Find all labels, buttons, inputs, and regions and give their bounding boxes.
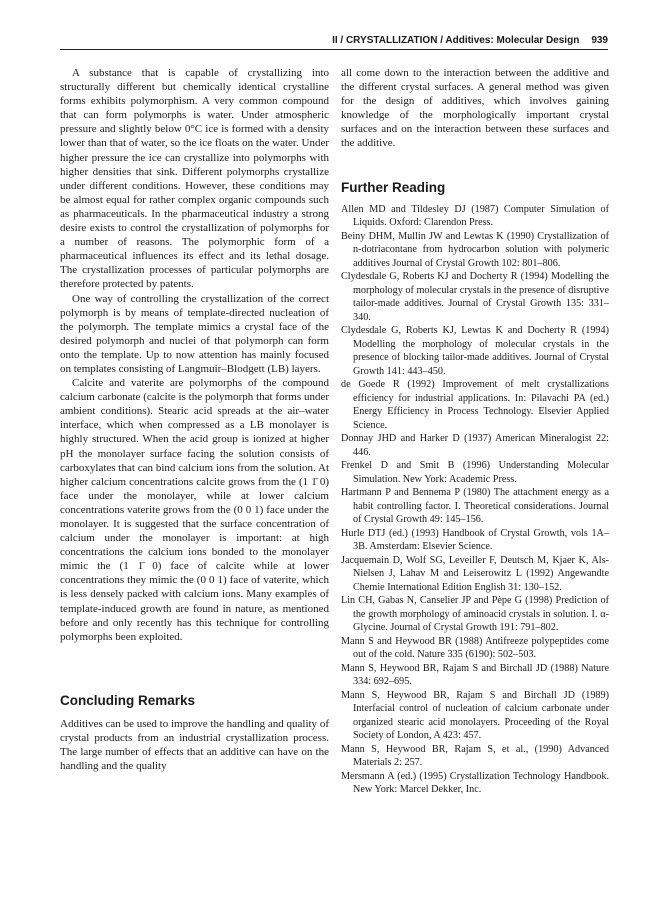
reference-item: Frenkel D and Smit B (1996) Understanding Molecular Simulation. New York: Academic Press.: [341, 460, 609, 485]
header-title: II / CRYSTALLIZATION / Additives: Molecular Design: [332, 35, 580, 46]
concluding-remarks-heading: Concluding Remarks: [60, 692, 196, 708]
reference-list: [341, 203, 609, 797]
reference-item: Mann S and Heywood BR (1988) Antifreeze polypeptides come out of the cold. Nature 335 (6190): 502–503.: [341, 635, 609, 661]
reference-item: Mersmann A (ed.) (1995) Crystallization Technology Handbook. New York: Marcel Dekker, Inc.: [341, 770, 609, 796]
reference-item: Mann S, Heywood BR, Rajam S and Birchall JD (1988) Nature 334: 692–695.: [341, 662, 609, 688]
further-reading-heading: Further Reading: [341, 179, 446, 195]
reference-item: Donnay JHD and Harker D (1937) American Mineralogist 22: 446.: [341, 433, 609, 458]
concluding-paragraph: Additives can be used to improve the handling and quality of crystal products from an industrial crystallization process. The large number of effects that an additive can have on the handling and the quality: [60, 717, 329, 773]
reference-item: Hurle DTJ (ed.) (1993) Handbook of Crystal Growth, vols 1A–3B. Amsterdam: Elsevier Science.: [341, 527, 609, 553]
reference-item: Clydesdale G, Roberts KJ, Lewtas K and Docherty R (1994) Modelling the morphology of molecular crystals in the presence of blocking tailor-made additives. Journal of Crystal Growth 141: 443–450.: [341, 325, 609, 377]
continuation-paragraph: all come down to the interaction between the additive and the different crystal surfaces. A general method was given for the design of additives, which involves gaining knowledge of the morphologically important crystal surfaces and on the interaction between these surfaces and the additive.: [341, 67, 609, 150]
reference-item: Allen MD and Tildesley DJ (1987) Computer Simulation of Liquids. Oxford: Clarendon Press.: [341, 203, 609, 229]
reference-item: Lin CH, Gabas N, Canselier JP and Pèpe G (1998) Prediction of the growth morphology of aminoacid crystals in solution. I. α-Glycine. Journal of Crystal Growth 191: 791–802.: [341, 595, 609, 634]
reference-item: Clydesdale G, Roberts KJ and Docherty R (1994) Modelling the morphology of molecular crystals in the presence of disruptive tailor-made additives. Journal of Crystal Growth 135: 331–340.: [341, 271, 609, 323]
reference-item: Beiny DHM, Mullin JW and Lewtas K (1990) Crystallization of n-dotriacontane from hydrocarbon solution with polymeric additives Journal of Crystal Growth 102: 801–806.: [341, 230, 609, 269]
body-paragraph: Calcite and vaterite are polymorphs of the compound calcium carbonate (calcite is the polymorph that forms under ambient conditions). Stearic acid spreads at the air–water interface, which when compressed as a LB monolayer is highly structured. When the acid group is ionized at higher pH the monolayer surface facing the solution consists of carboxylates that can bind calcium ions from the solution. At higher calcium concentrations calcite grows from the (1 1̄ 0) face under the monolayer, while at lower calcium concentrations vaterite grows from the (0 0 1) face under the monolayer. It is suggested that the surface concentration of calcium under the monolayer is important: at high concentrations the calcium ions bonded to the monolayer mimic the (1 1̄ 0) face of calcite while at lower concentrations they mimic the (0 0 1) face of vaterite, which is less densely packed with calcium ions. Many examples of template-induced growth are found in nature, as mentioned before and only recently has this technique for controlling polymorphs been exploited.: [60, 377, 329, 643]
body-paragraph: A substance that is capable of crystallizing into structurally different but chemically identical crystalline forms exhibits polymorphism. A very common compound that can form polymorphs is water. Under atmospheric pressure and slightly below 0°C ice is formed with a density lower than that of water, so the ice floats on the water. Under higher pressure the ice can crystallize into polymorphs with higher densities that sink. Different polymorphs crystallize under different conditions. However, these conditions may be almost equal for rather complex organic compounds such as pharmaceuticals. In the pharmaceutical industry a strong desire exists to control the crystallization of polymorphs for a number of reasons. The polymorphic form of a pharmaceutical influences its effect and its lethal dosage. The crystallization processes of particular polymorphs are therefore protected by patents.: [60, 67, 329, 291]
body-paragraph: One way of controlling the crystallization of the correct polymorph is by means of template-directed nucleation of the polymorph. The template mimics a crystal face of the desired polymorph and nuclei of that polymorph can form onto the template. Up to now attention has mainly focused on templates consisting of Langmuir–Blodgett (LB) layers.: [60, 292, 329, 375]
right-column: [341, 66, 609, 797]
running-header: [60, 24, 608, 50]
page-number: 939: [591, 35, 608, 46]
reference-item: Mann S, Heywood BR, Rajam S and Birchall JD (1989) Interfacial control of nucleation of calcium carbonate under organized stearic acid monolayers. Proceeding of the Royal Society of London, A 423: 457.: [341, 689, 609, 742]
left-column: [60, 66, 329, 773]
reference-item: Hartmann P and Bennema P (1980) The attachment energy as a habit controlling factor. I. Theoretical considerations. Journal of Crystal Growth 49: 145–156.: [341, 487, 609, 526]
reference-item: Jacquemain D, Wolf SG, Leveiller F, Deutsch M, Kjaer K, Als-Nielsen J, Lahav M and Leiserowitz L (1992) Angewandte Chemie International Edition English 31: 130–152.: [341, 554, 609, 593]
reference-item: de Goede R (1992) Improvement of melt crystallizations efficiency for industrial applications. In: Pilavachi PA (ed.) Energy Efficiency in Process Technology. Elsevier Applied Science.: [341, 379, 609, 431]
reference-item: Mann S, Heywood BR, Rajam S, et al., (1990) Advanced Materials 2: 257.: [341, 743, 609, 769]
